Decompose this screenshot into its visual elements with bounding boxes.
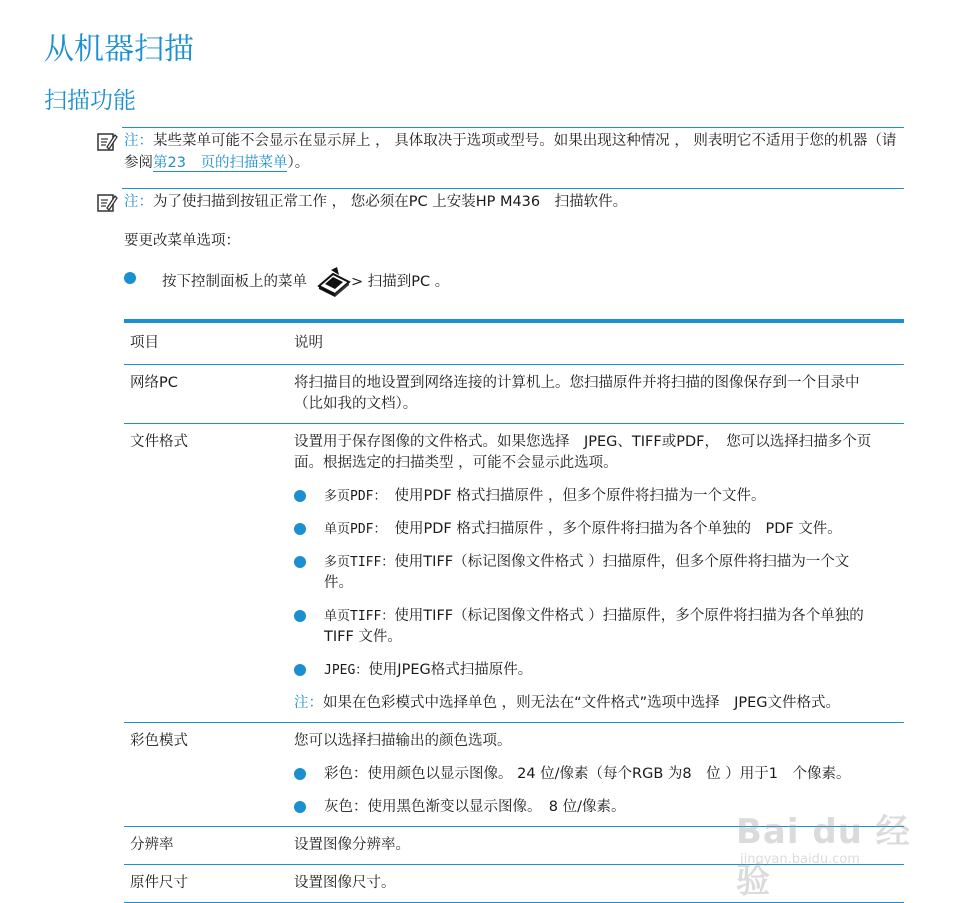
note-text: 某些菜单可能不会显示在显示屏上 ， 具体取决于选项或型号。如果出现这种情况 ， 则表明它不适用于您的机器（请参阅 [124,133,897,171]
header-item: 项目 [130,335,159,351]
bullet-dot [294,556,306,568]
bullet-term: 单页PDF： [324,522,380,537]
bullet-dot [294,664,306,676]
bullet-desc: 使用PDF 格式扫描原件 ，多个原件将扫描为各个单独的 PDF 文件。 [379,521,842,537]
header-description: 说明 [294,335,323,351]
bullet-text [324,764,884,785]
bullet-dot [294,523,306,535]
note-rule [122,127,904,128]
list-item [294,486,884,507]
table-row [124,365,904,424]
baidu-watermark [736,790,916,901]
row-item: 彩色模式 [130,733,188,749]
row-description: 将扫描目的地设置到网络连接的计算机上。您扫描原件并将扫描的图像保存到一个目录中（比如我的文档）。 [294,375,860,412]
bullet-term: 单页TIFF： [324,609,395,624]
bullet-term: 多页TIFF： [324,555,395,570]
bullet-term: 多页PDF： [324,489,380,504]
step-text: 按下控制面板上的菜单 [162,274,307,290]
intro-text: 要更改菜单选项： [124,233,240,249]
bullet-desc: 使用黑色渐变以显示图像。 8 位/像素。 [367,799,626,815]
bullet-term: 彩色： [324,766,368,782]
row-description: 设置图像分辨率。 [294,837,410,853]
format-note [294,693,884,714]
bullet-dot [294,610,306,622]
note-body [124,127,904,174]
step-press-menu [124,266,449,298]
list-item [294,660,884,681]
note-pencil-icon [96,192,118,214]
bullet-desc: 使用PDF 格式扫描原件 ，但多个原件将扫描为一个文件。 [379,488,766,504]
note-text: 如果在色彩模式中选择单色 ，则无法在“文件格式”选项中选择 JPEG文件格式。 [323,695,841,711]
bullet-dot [124,272,136,284]
note-text: 为了使扫描到按钮正常工作 ， 您必须在PC 上安装HP M436 扫描软件。 [153,194,628,210]
note-label: 注： [124,133,153,149]
bullet-dot [294,490,306,502]
note-menu-availability [96,127,904,174]
step-text-end: > 扫描到PC 。 [351,274,450,290]
bullet-text [324,606,884,648]
row-description: 设置用于保存图像的文件格式。如果您选择 JPEG、TIFF或PDF， 您可以选择扫描多个页面。根据选定的扫描类型 ，可能不会显示此选项。 [294,434,872,471]
bullet-text [324,660,884,681]
row-description-block [288,424,904,722]
note-rule [122,188,904,189]
section-title: 扫描功能 [44,88,136,114]
row-item: 原件尺寸 [130,875,188,891]
list-item [294,552,884,594]
list-item [294,606,884,648]
bullet-dot [294,801,306,813]
list-item [294,764,884,785]
bullet-dot [294,768,306,780]
table-row [124,424,904,723]
bullet-text [324,552,884,594]
page-title: 从机器扫描 [44,32,194,67]
row-description: 设置图像尺寸。 [294,875,396,891]
bullet-term: 灰色： [324,799,368,815]
row-description: 您可以选择扫描输出的颜色选项。 [294,733,512,749]
watermark-logo-text: Bai du 经验 [736,812,911,901]
scan-menu-link[interactable]: 第23 页的扫描菜单 [153,155,288,171]
note-pencil-icon [96,131,118,153]
list-item [294,519,884,540]
table-header-row [124,323,904,365]
bullet-term: JPEG： [324,663,369,678]
note-label: 注： [124,194,153,210]
scanner-icon [317,266,351,298]
bullet-desc: 使用JPEG格式扫描原件。 [368,662,533,678]
bullet-desc: 使用TIFF（标记图像文件格式 ）扫描原件，但多个原件将扫描为一个文件。 [324,554,850,591]
row-item: 文件格式 [130,434,188,450]
bullet-text [324,486,884,507]
row-item: 分辨率 [130,837,174,853]
bullet-text [324,519,884,540]
note-label: 注： [294,695,323,711]
note-body [124,188,904,213]
watermark-url: jingyan.baidu.com [740,852,860,867]
row-item: 网络PC [130,375,178,391]
note-scan-software [96,188,904,213]
note-text-end: ）。 [287,155,310,171]
bullet-desc: 使用颜色以显示图像。 24 位/像素（每个RGB 为8 位 ）用于1 个像素。 [367,766,851,782]
bullet-desc: 使用TIFF（标记图像文件格式 ）扫描原件，多个原件将扫描为各个单独的TIFF 文件。 [324,608,864,645]
